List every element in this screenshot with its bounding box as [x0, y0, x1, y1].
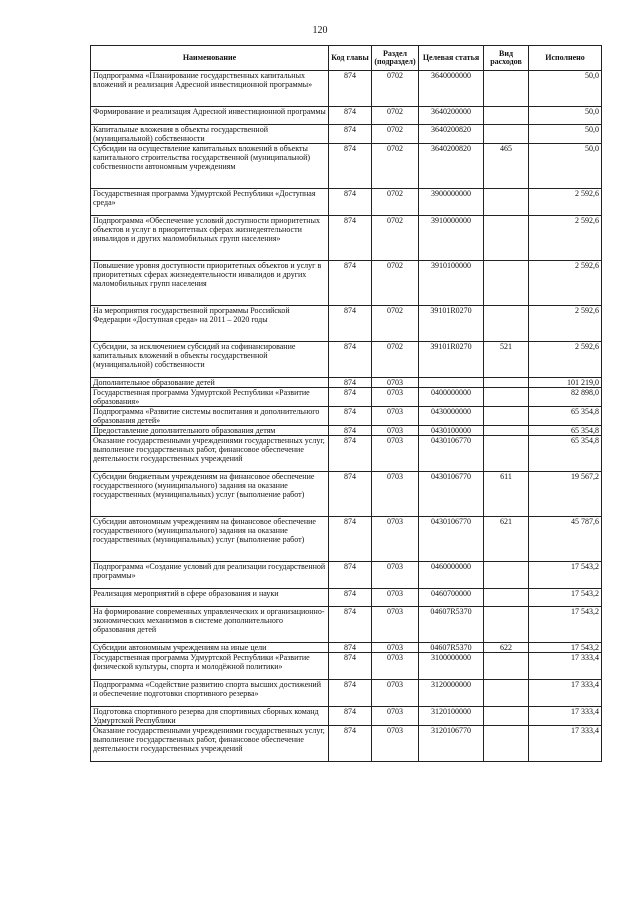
row-executed: 2 592,6 [529, 216, 602, 261]
row-section: 0702 [372, 144, 419, 189]
row-kind: 611 [484, 472, 529, 517]
row-target: 0430100000 [419, 426, 484, 436]
row-executed: 50,0 [529, 144, 602, 189]
row-kind [484, 653, 529, 680]
table-row [91, 71, 602, 107]
row-code: 874 [329, 707, 372, 726]
row-kind [484, 216, 529, 261]
table-row [91, 342, 602, 378]
row-section: 0703 [372, 643, 419, 653]
table-row [91, 562, 602, 589]
row-name: Подпрограмма «Развитие системы воспитания и дополнительного образования детей» [91, 407, 329, 426]
table-row [91, 378, 602, 388]
row-kind [484, 607, 529, 643]
row-section: 0702 [372, 261, 419, 306]
budget-table [90, 45, 602, 762]
row-target [419, 378, 484, 388]
row-name: Субсидии бюджетным учреждениям на финансовое обеспечение государственного (муниципального) задания на оказание государственных (муниципальных) услуг (выполнение работ) [91, 472, 329, 517]
row-section: 0702 [372, 125, 419, 144]
row-kind [484, 680, 529, 707]
row-target: 3900000000 [419, 189, 484, 216]
row-executed: 65 354,8 [529, 426, 602, 436]
row-code: 874 [329, 261, 372, 306]
table-row [91, 680, 602, 707]
row-target: 0400000000 [419, 388, 484, 407]
row-name: Подготовка спортивного резерва для спортивных сборных команд Удмуртской Республики [91, 707, 329, 726]
table-row [91, 144, 602, 189]
row-section: 0702 [372, 189, 419, 216]
row-kind [484, 189, 529, 216]
row-section: 0703 [372, 707, 419, 726]
row-executed: 82 898,0 [529, 388, 602, 407]
row-section: 0703 [372, 562, 419, 589]
page-number: 120 [312, 25, 328, 36]
row-target: 3120106770 [419, 726, 484, 762]
header-target: Целевая статья [419, 46, 484, 71]
row-code: 874 [329, 517, 372, 562]
header-name: Наименование [91, 46, 329, 71]
row-name: Субсидии автономным учреждениям на иные цели [91, 643, 329, 653]
table-row [91, 216, 602, 261]
row-kind: 622 [484, 643, 529, 653]
row-kind [484, 71, 529, 107]
row-executed: 17 333,4 [529, 707, 602, 726]
row-section: 0702 [372, 216, 419, 261]
row-section: 0702 [372, 71, 419, 107]
row-kind [484, 726, 529, 762]
row-name: Предоставление дополнительного образования детям [91, 426, 329, 436]
row-name: Дополнительное образование детей [91, 378, 329, 388]
row-kind [484, 589, 529, 607]
table-row [91, 436, 602, 472]
row-kind [484, 378, 529, 388]
row-code: 874 [329, 306, 372, 342]
row-kind [484, 125, 529, 144]
row-executed: 17 333,4 [529, 680, 602, 707]
row-code: 874 [329, 407, 372, 426]
table-row [91, 707, 602, 726]
row-code: 874 [329, 589, 372, 607]
row-target: 04607R5370 [419, 607, 484, 643]
row-code: 874 [329, 125, 372, 144]
row-executed: 2 592,6 [529, 261, 602, 306]
header-code: Код главы [329, 46, 372, 71]
row-code: 874 [329, 342, 372, 378]
row-code: 874 [329, 680, 372, 707]
row-name: Реализация мероприятий в сфере образования и науки [91, 589, 329, 607]
row-executed: 45 787,6 [529, 517, 602, 562]
row-code: 874 [329, 653, 372, 680]
row-code: 874 [329, 426, 372, 436]
row-kind [484, 388, 529, 407]
table-row [91, 653, 602, 680]
row-kind [484, 436, 529, 472]
header-kind: Вид расходов [484, 46, 529, 71]
row-kind [484, 107, 529, 125]
row-target: 3100000000 [419, 653, 484, 680]
row-target: 3640200000 [419, 107, 484, 125]
row-section: 0703 [372, 378, 419, 388]
row-executed: 50,0 [529, 125, 602, 144]
row-executed: 2 592,6 [529, 189, 602, 216]
row-code: 874 [329, 216, 372, 261]
row-name: Формирование и реализация Адресной инвестиционной программы [91, 107, 329, 125]
row-name: Подпрограмма «Содействие развитию спорта высших достижений и обеспечение подготовки спортивного резерва» [91, 680, 329, 707]
row-executed: 2 592,6 [529, 306, 602, 342]
table-row [91, 306, 602, 342]
row-target: 0460000000 [419, 562, 484, 589]
table-row [91, 261, 602, 306]
table-row [91, 472, 602, 517]
table-row [91, 589, 602, 607]
row-section: 0703 [372, 726, 419, 762]
row-executed: 50,0 [529, 107, 602, 125]
row-code: 874 [329, 562, 372, 589]
header-section: Раздел (подраздел) [372, 46, 419, 71]
row-executed: 17 543,2 [529, 562, 602, 589]
row-target: 0430106770 [419, 436, 484, 472]
row-executed: 101 219,0 [529, 378, 602, 388]
table-row [91, 189, 602, 216]
row-kind: 465 [484, 144, 529, 189]
row-target: 0430000000 [419, 407, 484, 426]
row-name: Подпрограмма «Обеспечение условий доступности приоритетных объектов и услуг в приоритетных сферах жизнедеятельности инвалидов и других маломобильных групп населения» [91, 216, 329, 261]
row-target: 39101R0270 [419, 306, 484, 342]
row-target: 0460700000 [419, 589, 484, 607]
row-target: 04607R5370 [419, 643, 484, 653]
table-row [91, 726, 602, 762]
row-section: 0703 [372, 472, 419, 517]
row-section: 0702 [372, 107, 419, 125]
row-target: 3640200820 [419, 144, 484, 189]
row-section: 0703 [372, 607, 419, 643]
row-target: 3120000000 [419, 680, 484, 707]
row-name: Подпрограмма «Создание условий для реализации государственной программы» [91, 562, 329, 589]
row-section: 0703 [372, 436, 419, 472]
row-name: Оказание государственными учреждениями государственных услуг, выполнение государственных работ, финансовое обеспечение деятельности государственных учреждений [91, 436, 329, 472]
row-executed: 17 333,4 [529, 726, 602, 762]
row-target: 39101R0270 [419, 342, 484, 378]
row-name: Государственная программа Удмуртской Республики «Доступная среда» [91, 189, 329, 216]
table-row [91, 388, 602, 407]
row-executed: 17 333,4 [529, 653, 602, 680]
table-row [91, 643, 602, 653]
row-section: 0703 [372, 426, 419, 436]
table-row [91, 607, 602, 643]
row-code: 874 [329, 388, 372, 407]
table-header-row [91, 46, 602, 71]
row-code: 874 [329, 472, 372, 517]
row-section: 0703 [372, 653, 419, 680]
row-kind [484, 562, 529, 589]
row-executed: 65 354,8 [529, 407, 602, 426]
row-kind [484, 261, 529, 306]
row-kind [484, 306, 529, 342]
row-code: 874 [329, 607, 372, 643]
row-name: Капитальные вложения в объекты государственной (муниципальной) собственности [91, 125, 329, 144]
row-target: 0430106770 [419, 517, 484, 562]
row-target: 3640000000 [419, 71, 484, 107]
row-section: 0703 [372, 388, 419, 407]
row-kind [484, 707, 529, 726]
row-section: 0703 [372, 589, 419, 607]
row-executed: 17 543,2 [529, 643, 602, 653]
row-target: 0430106770 [419, 472, 484, 517]
row-executed: 50,0 [529, 71, 602, 107]
row-section: 0703 [372, 407, 419, 426]
row-name: На формирование современных управленческих и организационно-экономических механизмов в системе дополнительного образования детей [91, 607, 329, 643]
row-section: 0703 [372, 517, 419, 562]
table-row [91, 517, 602, 562]
row-name: Оказание государственными учреждениями государственных услуг, выполнение государственных работ, финансовое обеспечение деятельности государственных учреждений [91, 726, 329, 762]
row-code: 874 [329, 726, 372, 762]
row-target: 3120100000 [419, 707, 484, 726]
row-name: Государственная программа Удмуртской Республики «Развитие образования» [91, 388, 329, 407]
row-code: 874 [329, 378, 372, 388]
row-code: 874 [329, 436, 372, 472]
row-name: Субсидии на осуществление капитальных вложений в объекты капитального строительства государственной (муниципальной) собственности автономным учреждениям [91, 144, 329, 189]
row-code: 874 [329, 71, 372, 107]
row-section: 0702 [372, 342, 419, 378]
table-row [91, 426, 602, 436]
row-name: Повышение уровня доступности приоритетных объектов и услуг в приоритетных сферах жизнедеятельности инвалидов и других маломобильных групп населения [91, 261, 329, 306]
row-kind: 521 [484, 342, 529, 378]
row-executed: 65 354,8 [529, 436, 602, 472]
row-kind [484, 426, 529, 436]
row-target: 3910100000 [419, 261, 484, 306]
row-name: Государственная программа Удмуртской Республики «Развитие физической культуры, спорта и молодёжной политики» [91, 653, 329, 680]
row-code: 874 [329, 107, 372, 125]
row-executed: 17 543,2 [529, 589, 602, 607]
row-name: Субсидии, за исключением субсидий на софинансирование капитальных вложений в объекты государственной (муниципальной) собственности [91, 342, 329, 378]
row-kind: 621 [484, 517, 529, 562]
table-row [91, 107, 602, 125]
row-kind [484, 407, 529, 426]
row-name: Субсидии автономным учреждениям на финансовое обеспечение государственного (муниципального) задания на оказание государственных (муниципальных) услуг (выполнение работ) [91, 517, 329, 562]
row-target: 3640200820 [419, 125, 484, 144]
header-executed: Исполнено [529, 46, 602, 71]
row-code: 874 [329, 189, 372, 216]
row-executed: 19 567,2 [529, 472, 602, 517]
row-name: На мероприятия государственной программы Российской Федерации «Доступная среда» на 2011 – 2020 годы [91, 306, 329, 342]
table-row [91, 125, 602, 144]
table-row [91, 407, 602, 426]
row-target: 3910000000 [419, 216, 484, 261]
row-executed: 17 543,2 [529, 607, 602, 643]
row-code: 874 [329, 643, 372, 653]
row-name: Подпрограмма «Планирование государственных капитальных вложений и реализация Адресной инвестиционной программы» [91, 71, 329, 107]
row-executed: 2 592,6 [529, 342, 602, 378]
row-section: 0702 [372, 306, 419, 342]
row-section: 0703 [372, 680, 419, 707]
row-code: 874 [329, 144, 372, 189]
